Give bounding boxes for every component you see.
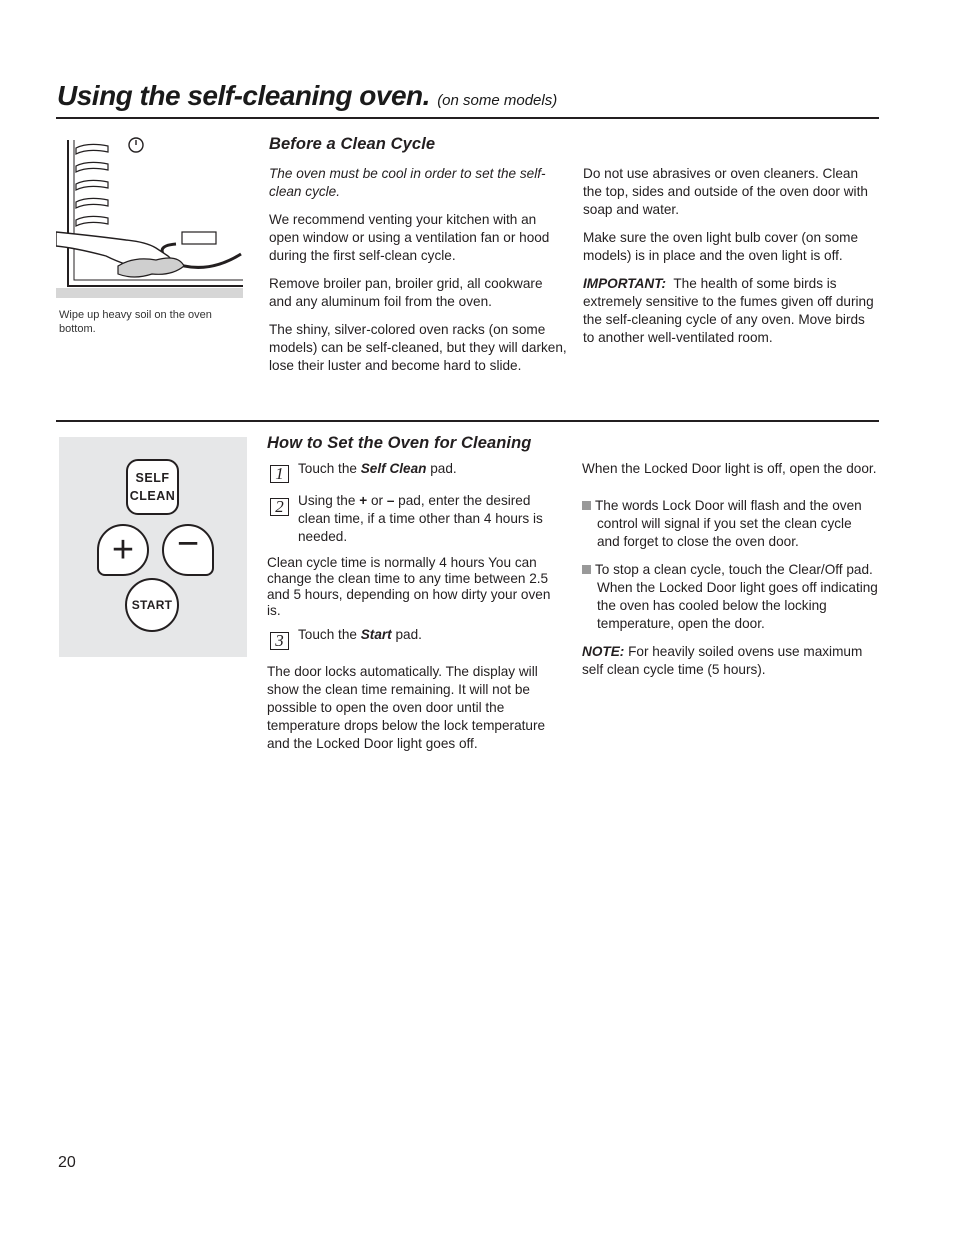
bullet-lock-door — [582, 497, 878, 551]
bullet-square-icon — [582, 501, 591, 510]
step-3-post: pad. — [391, 627, 422, 642]
note-label: NOTE: — [582, 644, 625, 659]
how-to-set-right-column — [582, 460, 878, 689]
remove-items-paragraph: Remove broiler pan, broiler grid, all cookware and any aluminum foil from the oven. — [269, 276, 543, 309]
door-locks-paragraph: The door locks automatically. The display will show the clean time remaining. It will not be possible to open the oven door until the temperature drops below the lock temperature and the Locked Door light goes off. — [267, 664, 546, 751]
step-2-number: 2 — [270, 498, 289, 516]
minus-icon: − — [176, 523, 200, 565]
page-title — [57, 80, 557, 112]
step-1-text — [298, 460, 560, 478]
section-rule — [56, 420, 879, 422]
minus-pad — [162, 524, 214, 576]
start-pad-label: START — [131, 598, 173, 612]
before-clean-right-column — [583, 165, 879, 357]
title-main: Using the self-cleaning oven. — [57, 80, 430, 111]
before-clean-heading: Before a Clean Cycle — [269, 135, 436, 153]
step-1-pre: Touch the — [298, 461, 361, 476]
how-to-set-heading: How to Set the Oven for Cleaning — [267, 434, 532, 452]
bullet-lock-door-text: The words Lock Door will flash and the oven control will signal if you set the clean cycle and forget to close the oven door. — [595, 498, 862, 549]
bullet-stop-cycle-text: To stop a clean cycle, touch the Clear/Off pad. When the Locked Door light goes off indicating the oven has cooled below the locking temperature, open the door. — [595, 562, 878, 631]
abrasives-paragraph: Do not use abrasives or oven cleaners. Clean the top, sides and outside of the oven door with soap and water. — [583, 166, 868, 217]
step-2-post: pad, enter the desired clean time, if a time other than 4 hours is needed. — [298, 493, 543, 544]
step-2-pre: Using the — [298, 493, 360, 508]
important-label: IMPORTANT: — [583, 276, 667, 291]
page-number: 20 — [58, 1154, 76, 1171]
racks-paragraph: The shiny, silver-colored oven racks (on some models) can be self-cleaned, but they will darken, lose their luster and become hard to slide. — [269, 322, 567, 373]
bullet-stop-cycle — [582, 561, 878, 633]
start-pad — [125, 578, 179, 632]
title-subtitle: (on some models) — [437, 92, 558, 109]
step-3-number: 3 — [270, 632, 289, 650]
plus-pad — [97, 524, 149, 576]
cool-oven-note: The oven must be cool in order to set the self-clean cycle. — [269, 166, 546, 199]
self-clean-term: Self Clean — [360, 461, 427, 476]
important-paragraph — [583, 275, 879, 347]
illustration-caption: Wipe up heavy soil on the oven bottom. — [59, 309, 212, 335]
self-clean-pad-line2: CLEAN — [129, 489, 176, 503]
step-1-post: pad. — [426, 461, 457, 476]
start-term: Start — [360, 627, 392, 642]
control-pad-illustration — [59, 437, 247, 657]
self-clean-pad-line1: SELF — [135, 471, 170, 485]
before-clean-left-column — [269, 165, 567, 385]
light-cover-paragraph: Make sure the oven light bulb cover (on some models) is in place and the oven light is off. — [583, 230, 859, 263]
step-2-or: or — [367, 493, 387, 508]
note-text: For heavily soiled ovens use maximum self clean cycle time (5 hours). — [582, 644, 863, 677]
title-rule — [56, 117, 879, 119]
plus-icon: + — [111, 529, 135, 571]
step-1-number: 1 — [270, 465, 289, 483]
minus-symbol: – — [386, 493, 395, 508]
step-3-pre: Touch the — [298, 627, 361, 642]
note-paragraph — [582, 643, 878, 679]
venting-paragraph: We recommend venting your kitchen with an open window or using a ventilation fan or hood during the first self-clean cycle. — [269, 212, 550, 263]
cycle-time-paragraph: Clean cycle time is normally 4 hours You can change the clean time to any time between 2.5 and 5 hours, depending on how dirty your oven is. — [267, 555, 551, 618]
self-clean-pad — [126, 459, 179, 515]
step-3-text — [298, 626, 560, 644]
locked-door-intro: When the Locked Door light is off, open the door. — [582, 461, 877, 476]
important-text: The health of some birds is extremely sensitive to the fumes given off during the self-cleaning cycle of any oven. Move birds to another well-ventilated room. — [583, 276, 874, 345]
bullet-square-icon — [582, 565, 591, 574]
plus-symbol: + — [359, 493, 368, 508]
oven-wipe-illustration — [56, 136, 243, 298]
step-2-text — [298, 492, 560, 546]
